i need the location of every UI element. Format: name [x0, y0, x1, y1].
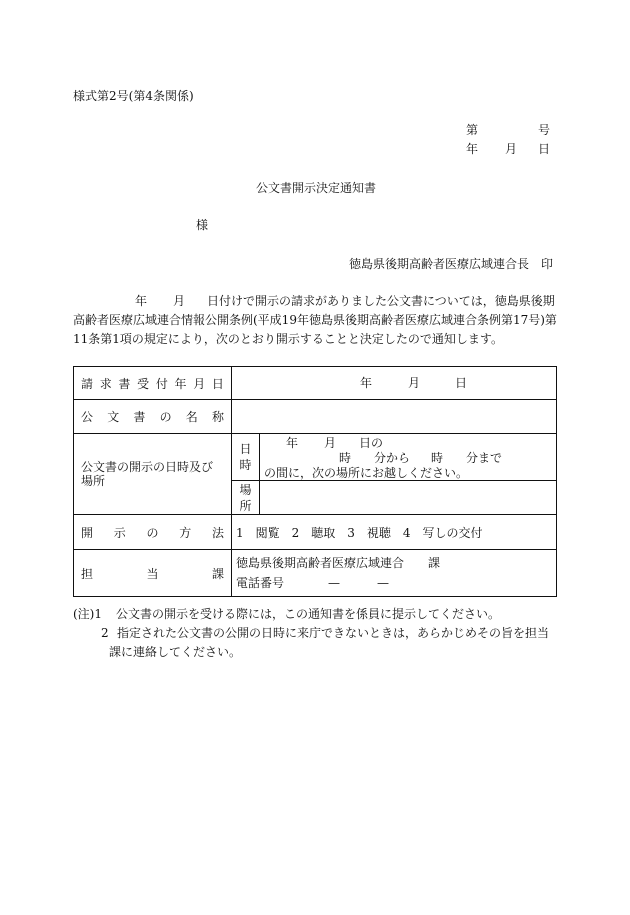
issuer: 徳島県後期高齢者医療広域連合長 印: [349, 257, 554, 271]
label-char: 受: [137, 376, 150, 391]
label-document-name: [74, 400, 232, 434]
note-1-prefix: (注)1: [73, 607, 102, 621]
label-datetime-c1: 日: [239, 442, 252, 456]
label-datetime-place: [74, 434, 232, 515]
note-1: 公文書の開示を受ける際には，この通知書を係員に提示してください。: [116, 607, 501, 621]
label-char: 求: [99, 376, 112, 391]
label-place: [232, 481, 260, 515]
form-id: 様式第2号(第4条関係): [73, 89, 194, 103]
label-datetime-line2: 場所: [81, 474, 106, 488]
dt-hour1: 時: [339, 451, 352, 465]
label-place-c1: 場: [239, 482, 252, 497]
value-place: [260, 481, 557, 515]
label-datetime: [232, 434, 260, 481]
body-month: 月: [173, 294, 186, 308]
row-receipt-date: [74, 367, 557, 400]
dept-dash1: —: [328, 576, 340, 590]
note-2-num: 2: [101, 626, 109, 640]
label-char: 示: [113, 525, 126, 540]
label-char: 方: [179, 525, 192, 540]
receipt-month: 月: [408, 376, 421, 390]
dt-year: 年: [286, 436, 299, 450]
document-title: 公文書開示決定通知書: [256, 181, 377, 195]
label-char: の: [146, 525, 159, 540]
label-char: 課: [211, 566, 224, 581]
value-department: [232, 550, 557, 597]
label-char: の: [159, 410, 172, 424]
doc-dai: 第: [466, 123, 479, 137]
body-year: 年: [135, 294, 148, 308]
label-department: [74, 550, 232, 597]
label-char: 請: [81, 376, 94, 391]
method-options: 1 閲覧 2 聴取 3 視聴 4 写しの交付: [236, 525, 483, 540]
dept-org: 徳島県後期高齢者医療広域連合: [236, 556, 405, 570]
date-year: 年: [466, 142, 479, 156]
label-char: 法: [211, 525, 224, 540]
receipt-year: 年: [360, 376, 373, 390]
label-char: 月: [193, 376, 206, 391]
row-datetime-place: [74, 434, 557, 481]
doc-go: 号: [538, 123, 551, 137]
note-2-line2: 課に連絡してください。: [109, 645, 242, 659]
row-department: [74, 550, 557, 597]
label-char: 名: [185, 410, 198, 424]
dt-hour2: 時: [431, 451, 444, 465]
label-method: [74, 515, 232, 550]
label-char: 担: [81, 566, 94, 581]
label-datetime-line1: 公文書の開示の日時及び: [81, 460, 214, 474]
label-char: 文: [107, 410, 120, 424]
label-char: 公: [81, 410, 94, 424]
label-char: 年: [174, 376, 187, 391]
label-char: 日: [211, 376, 224, 391]
addressee-suffix: 様: [196, 218, 209, 232]
label-char: 当: [146, 566, 159, 581]
label-receipt-date: [74, 367, 232, 400]
label-char: 書: [118, 376, 131, 391]
row-method: [74, 515, 557, 550]
label-char: 付: [155, 376, 168, 391]
label-char: 開: [81, 525, 94, 540]
dept-ka: 課: [428, 556, 441, 570]
date-month: 月: [505, 142, 518, 156]
value-method: [232, 515, 557, 550]
dt-min2: 分まで: [466, 451, 503, 465]
body-line3: 11条第1項の規定により，次のとおり開示することと決定したので通知します。: [73, 332, 503, 346]
value-datetime: [260, 434, 557, 481]
dt-line3: の間に，次の場所にお越しください。: [264, 466, 469, 480]
dept-tel: 電話番号: [236, 576, 285, 590]
dt-month: 月: [324, 436, 337, 450]
dept-dash2: —: [377, 576, 389, 590]
value-receipt-date: [232, 367, 557, 400]
body-line1: 日付けで開示の請求がありました公文書については，徳島県後期: [207, 294, 555, 308]
disclosure-table: [73, 366, 557, 597]
dt-min1: 分から: [374, 451, 411, 465]
row-document-name: [74, 400, 557, 434]
label-place-c2: 所: [239, 498, 252, 513]
body-line2: 高齢者医療広域連合情報公開条例(平成19年徳島県後期高齢者医療広域連合条例第17号)第: [73, 313, 557, 327]
receipt-day: 日: [455, 376, 468, 390]
dt-day: 日の: [359, 436, 384, 450]
label-char: 称: [211, 410, 224, 424]
label-datetime-c2: 時: [239, 458, 252, 472]
label-char: 書: [133, 410, 146, 424]
note-2-line1: 指定された公文書の公開の日時に来庁できないときは，あらかじめその旨を担当: [117, 626, 550, 640]
date-day: 日: [538, 142, 551, 156]
doc-number: [466, 123, 478, 137]
value-document-name: [232, 400, 557, 434]
